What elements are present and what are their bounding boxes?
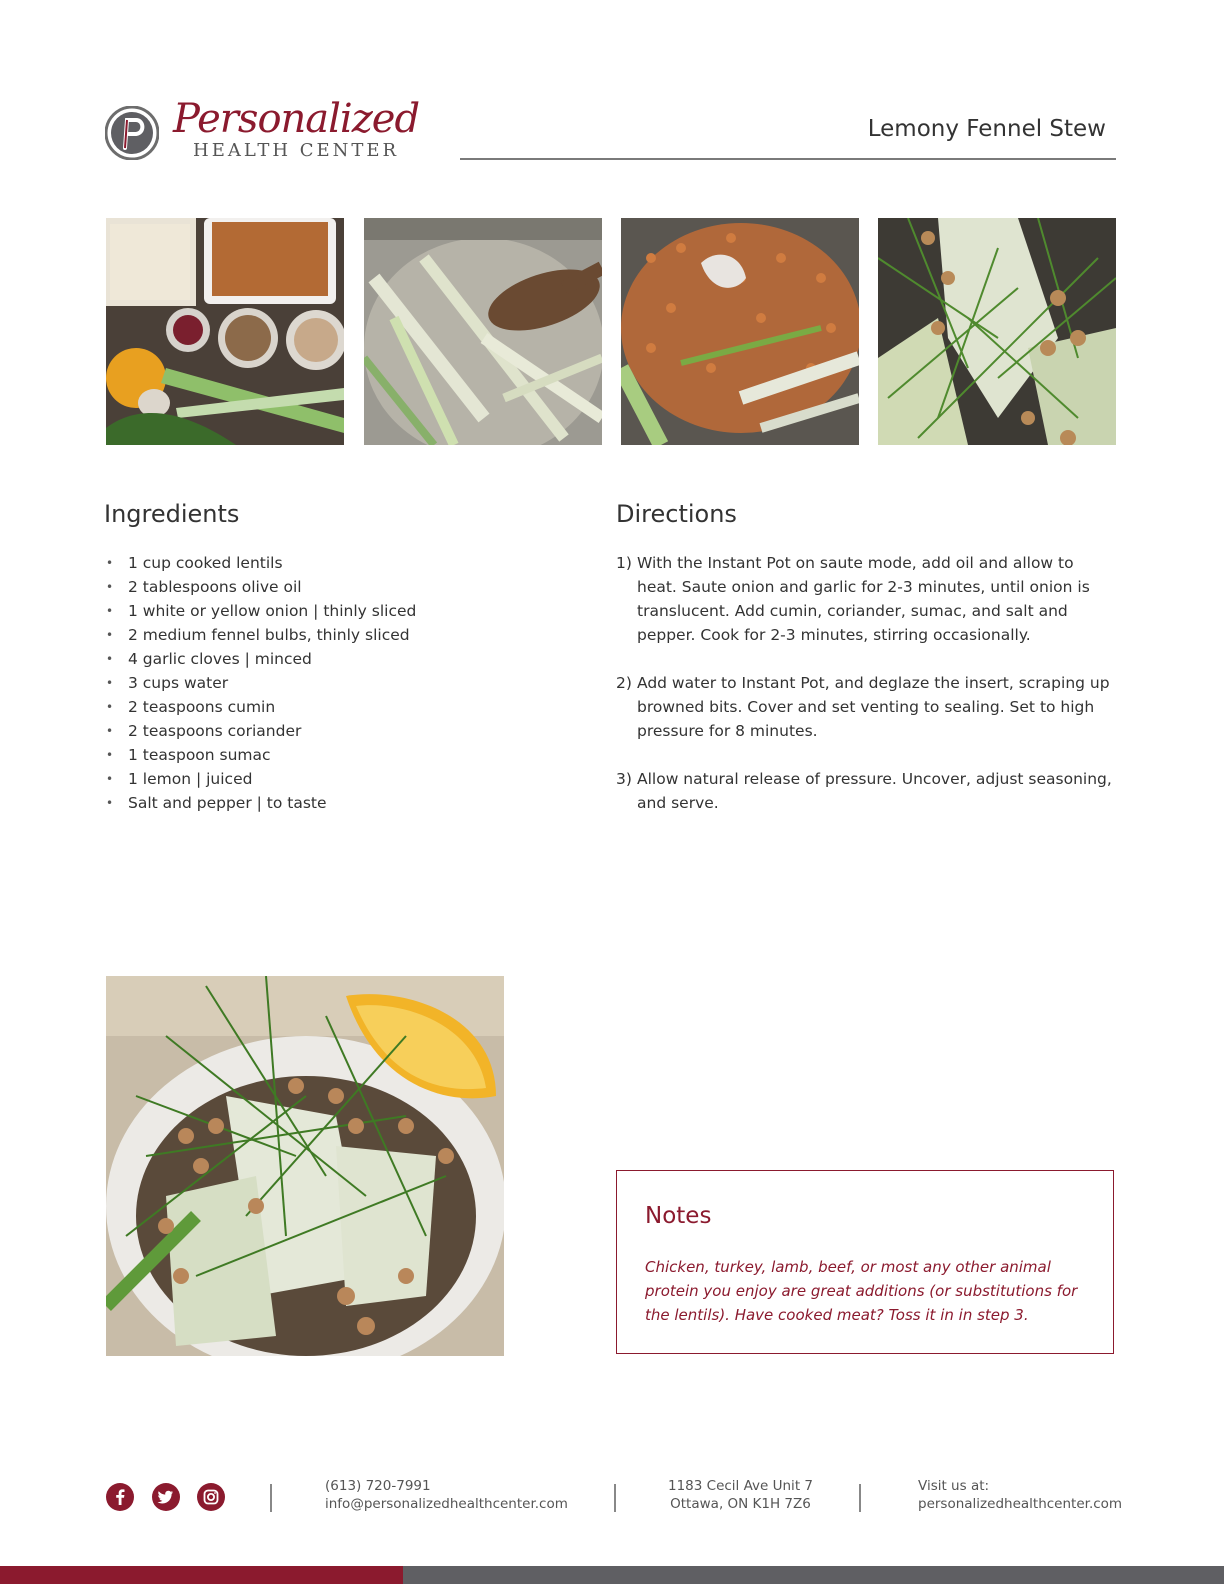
- notes-title: Notes: [645, 1203, 712, 1229]
- list-item: • Salt and pepper | to taste: [104, 791, 534, 815]
- step-number: 2): [616, 674, 632, 692]
- directions-list: [616, 551, 1116, 839]
- list-item: • 2 medium fennel bulbs, thinly sliced: [104, 623, 534, 647]
- ingredients-heading: Ingredients: [104, 500, 240, 528]
- list-item: • 2 tablespoons olive oil: [104, 575, 534, 599]
- visit-label: Visit us at:: [918, 1478, 990, 1494]
- step-text: Add water to Instant Pot, and deglaze the insert, scraping up browned bits. Cover and set venting to sealing. Set to high pressure for 8 minutes.: [637, 674, 1110, 740]
- list-item: • 3 cups water: [104, 671, 534, 695]
- ingredients-list: [104, 551, 534, 815]
- bullet-icon: •: [106, 628, 114, 642]
- step-number: 1): [616, 554, 632, 572]
- direction-step: [616, 671, 1116, 743]
- brand-name: Personalized: [173, 96, 420, 142]
- bullet-icon: •: [106, 796, 114, 810]
- twitter-icon[interactable]: [152, 1483, 180, 1511]
- notes-body: Chicken, turkey, lamb, beef, or most any other animal protein you enjoy are great additions (or substitutions for the lentils). Have cooked meat? Toss it in in step 3.: [645, 1258, 1078, 1324]
- email-link[interactable]: info@personalizedhealthcenter.com: [325, 1496, 568, 1512]
- bullet-icon: •: [106, 580, 114, 594]
- address-line-2: Ottawa, ON K1H 7Z6: [670, 1496, 811, 1512]
- step-number: 3): [616, 770, 632, 788]
- list-item: • 1 white or yellow onion | thinly sliced: [104, 599, 534, 623]
- brand-logo: [105, 96, 425, 166]
- list-item: • 2 teaspoons cumin: [104, 695, 534, 719]
- directions-heading: Directions: [616, 500, 737, 528]
- address-line-1: 1183 Cecil Ave Unit 7: [668, 1478, 813, 1494]
- list-item: • 2 teaspoons coriander: [104, 719, 534, 743]
- title-divider: [460, 158, 1116, 160]
- step-text: Allow natural release of pressure. Uncover, adjust seasoning, and serve.: [637, 770, 1112, 812]
- finished-stew-photo: [878, 218, 1116, 445]
- bullet-icon: •: [106, 700, 114, 714]
- footer-divider: [859, 1484, 861, 1512]
- p-monogram-icon: [105, 106, 159, 160]
- footer-address: [668, 1477, 813, 1513]
- bullet-icon: •: [106, 652, 114, 666]
- footer-divider: [614, 1484, 616, 1512]
- notes-box: [616, 1170, 1114, 1354]
- bullet-icon: •: [106, 748, 114, 762]
- bullet-icon: •: [106, 724, 114, 738]
- bullet-icon: •: [106, 556, 114, 570]
- ingredients-photo: [106, 218, 344, 445]
- instagram-icon[interactable]: [197, 1483, 225, 1511]
- list-item: • 4 garlic cloves | minced: [104, 647, 534, 671]
- finished-dish-photo: [106, 976, 504, 1356]
- step-text: With the Instant Pot on saute mode, add oil and allow to heat. Saute onion and garlic for 2-3 minutes, until onion is translucent. Add cumin, coriander, sumac, and salt and pepper. Cook for 2-3 minutes, stirring occasionally.: [637, 554, 1090, 644]
- footer-website: [918, 1477, 1122, 1513]
- list-item: • 1 teaspoon sumac: [104, 743, 534, 767]
- bullet-icon: •: [106, 604, 114, 618]
- direction-step: [616, 767, 1116, 815]
- sauteed-fennel-photo: [364, 218, 602, 445]
- footer-gray-bar: [403, 1566, 1224, 1584]
- list-item: • 1 cup cooked lentils: [104, 551, 534, 575]
- phone-number[interactable]: (613) 720-7991: [325, 1478, 431, 1494]
- footer-contact: [325, 1477, 568, 1513]
- list-item: • 1 lemon | juiced: [104, 767, 534, 791]
- brand-subtitle: HEALTH CENTER: [193, 140, 400, 161]
- facebook-icon[interactable]: [106, 1483, 134, 1511]
- recipe-title: Lemony Fennel Stew: [867, 116, 1106, 142]
- bullet-icon: •: [106, 676, 114, 690]
- bullet-icon: •: [106, 772, 114, 786]
- direction-step: [616, 551, 1116, 647]
- lentils-in-pot-photo: [621, 218, 859, 445]
- footer-divider: [270, 1484, 272, 1512]
- footer-accent-bar: [0, 1566, 403, 1584]
- website-link[interactable]: personalizedhealthcenter.com: [918, 1496, 1123, 1512]
